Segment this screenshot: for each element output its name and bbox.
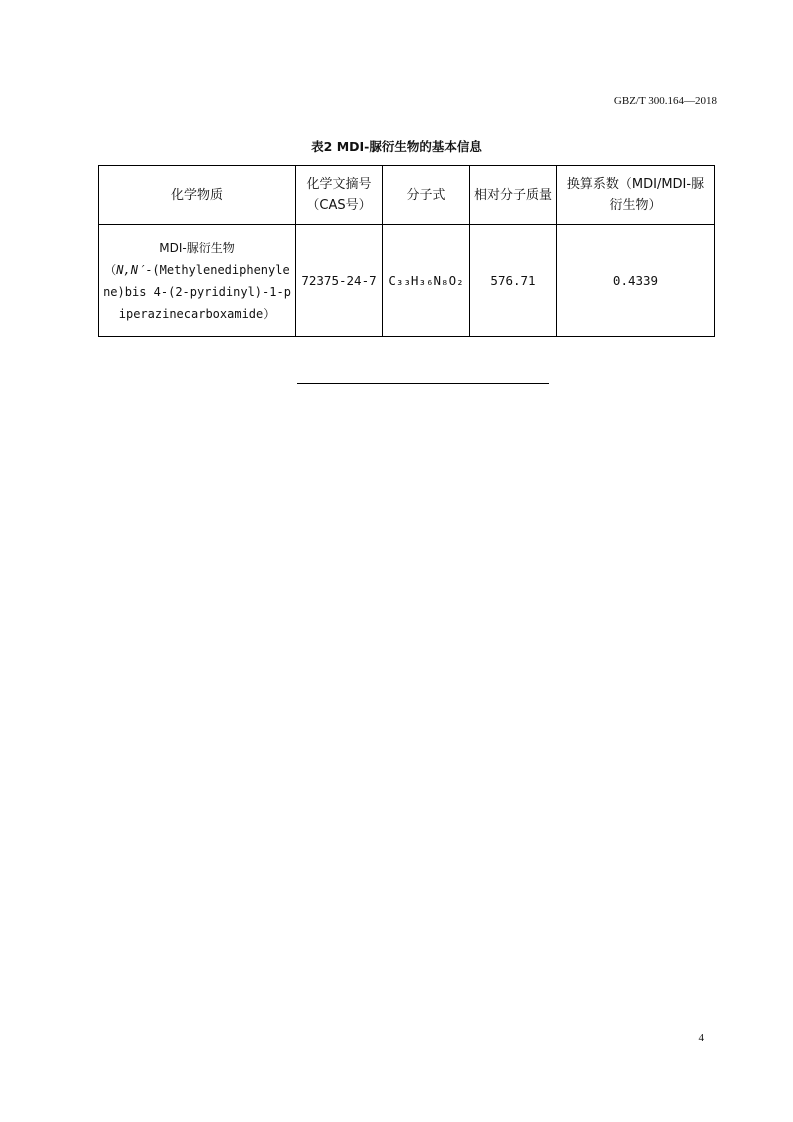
column-header-formula: 分子式 [383,166,470,225]
cell-molecular-weight: 576.71 [470,225,557,337]
substance-name-en: -(Methylenediphenylene)bis 4-(2-pyridinyl)-1-piperazinecarboxamide） [103,262,291,321]
page-number: 4 [698,1032,704,1044]
substance-name-en-italic: N,N′ [116,262,146,277]
cell-substance [99,225,296,337]
table-row [99,225,715,337]
table-caption: 表2 MDI-脲衍生物的基本信息 [311,139,482,154]
column-header-conversion-factor: 换算系数（MDI/MDI-脲衍生物） [557,166,715,225]
substance-name-en-prefix: （ [104,262,117,277]
substance-name-cn: MDI-脲衍生物 [159,240,235,255]
cell-formula: C₃₃H₃₆N₈O₂ [383,225,470,337]
column-header-molecular-weight: 相对分子质量 [470,166,557,225]
column-header-substance: 化学物质 [99,166,296,225]
cell-cas: 72375-24-7 [296,225,383,337]
column-header-cas: 化学文摘号（CAS号） [296,166,383,225]
table-header-row [99,166,715,225]
substance-info-table [98,165,715,337]
cell-conversion-factor: 0.4339 [557,225,715,337]
end-rule [297,383,549,384]
standard-code: GBZ/T 300.164—2018 [613,95,717,107]
